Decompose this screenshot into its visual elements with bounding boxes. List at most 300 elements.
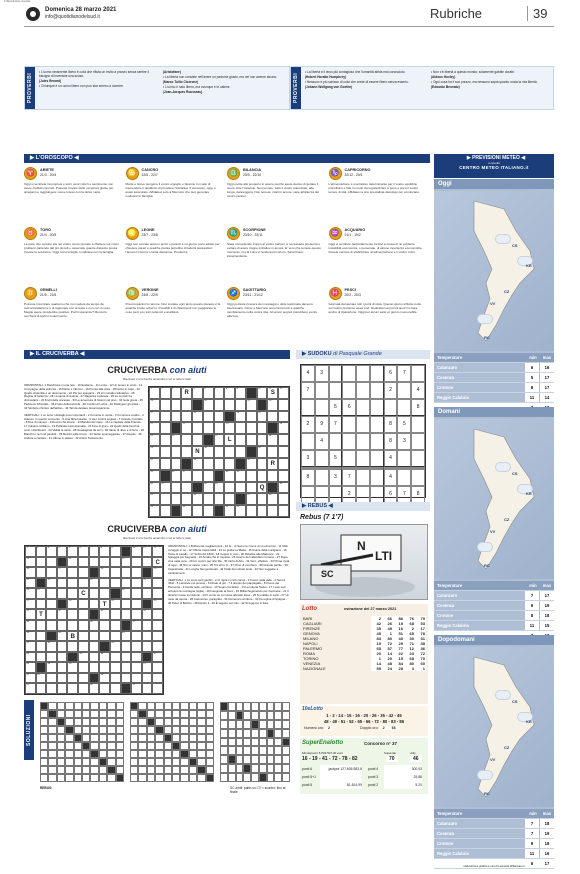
crossword-cell[interactable] [278, 411, 289, 426]
crossword-cell[interactable] [110, 631, 121, 645]
crossword-cell[interactable] [203, 470, 214, 482]
crossword-cell[interactable] [160, 493, 171, 505]
crossword-cell[interactable] [131, 641, 142, 652]
sudoku-cell[interactable]: 5 [397, 416, 411, 433]
crossword-cell[interactable] [131, 588, 142, 599]
sudoku-cell[interactable] [342, 433, 356, 450]
crossword-cell[interactable] [57, 588, 68, 599]
crossword-cell[interactable] [78, 631, 89, 642]
sudoku-cell[interactable]: 6 [384, 486, 398, 503]
crossword-cell[interactable] [160, 482, 171, 494]
crossword-cell[interactable] [78, 652, 89, 663]
crossword-cell[interactable] [246, 434, 257, 446]
sudoku-cell[interactable] [301, 486, 315, 503]
crossword-cell[interactable] [224, 434, 235, 446]
crossword-cell[interactable] [267, 458, 278, 470]
sudoku-cell[interactable] [356, 416, 370, 433]
crossword-cell[interactable] [267, 493, 278, 505]
crossword-cell[interactable] [160, 387, 174, 399]
crossword-cell[interactable] [235, 482, 246, 494]
crossword-cell[interactable] [25, 641, 36, 652]
crossword-cell[interactable] [78, 599, 89, 610]
crossword-cell[interactable] [89, 620, 100, 631]
crossword-cell[interactable] [89, 683, 100, 694]
crossword-cell[interactable] [78, 609, 89, 620]
crossword-cell[interactable] [36, 620, 47, 631]
crossword-cell[interactable] [121, 599, 132, 610]
crossword-cell[interactable] [246, 505, 257, 517]
sudoku-cell[interactable] [356, 399, 370, 416]
crossword-cell[interactable] [78, 683, 89, 694]
sudoku-cell[interactable]: 4 [411, 382, 425, 399]
crossword-cell[interactable] [25, 673, 36, 687]
crossword-cell[interactable] [142, 673, 153, 684]
crossword-cell[interactable] [181, 505, 192, 517]
crossword-cell[interactable] [89, 662, 100, 673]
sudoku-cell[interactable] [411, 469, 425, 486]
crossword-cell[interactable] [78, 546, 92, 557]
crossword-cell[interactable] [203, 458, 214, 470]
crossword-cell[interactable] [246, 482, 257, 497]
crossword-cell[interactable] [224, 482, 235, 494]
crossword-cell[interactable] [235, 411, 246, 423]
crossword-cell[interactable] [149, 493, 160, 505]
crossword-cell[interactable] [89, 578, 100, 589]
sudoku-cell[interactable] [315, 450, 329, 467]
crossword-cell[interactable] [149, 470, 160, 482]
crossword-cell[interactable] [203, 411, 214, 423]
crossword-cell[interactable] [46, 652, 57, 666]
sudoku-cell[interactable]: 3 [329, 469, 343, 486]
crossword-cell[interactable] [246, 493, 257, 505]
crossword-cell[interactable] [131, 599, 142, 610]
crossword-cell[interactable] [152, 652, 163, 663]
crossword-cell[interactable] [67, 599, 78, 610]
crossword-cell[interactable] [278, 422, 289, 434]
sudoku-cell[interactable] [301, 399, 315, 416]
crossword-cell[interactable] [131, 620, 142, 631]
crossword-cell[interactable] [121, 641, 132, 652]
crossword-cell[interactable] [214, 446, 225, 458]
crossword-cell[interactable] [131, 673, 142, 687]
sudoku-cell[interactable]: 2 [384, 382, 398, 399]
crossword-cell[interactable] [267, 505, 278, 517]
sudoku-cell[interactable]: 5 [329, 399, 343, 416]
sudoku-cell[interactable]: 7 [397, 365, 411, 382]
crossword-cell[interactable] [142, 641, 153, 652]
crossword-cell[interactable] [160, 458, 171, 470]
crossword-cell[interactable] [203, 446, 214, 458]
crossword-cell[interactable] [57, 641, 68, 652]
crossword-cell[interactable] [142, 631, 153, 642]
crossword-cell[interactable] [181, 387, 192, 399]
crossword-cell[interactable] [25, 578, 36, 592]
crossword-cell[interactable] [36, 557, 47, 568]
crossword-cell[interactable] [99, 631, 110, 642]
crossword-cell[interactable] [78, 567, 89, 578]
crossword-cell[interactable] [36, 683, 47, 694]
crossword-cell[interactable] [67, 609, 78, 620]
crossword-cell[interactable] [214, 411, 225, 423]
crossword-cell[interactable] [235, 422, 246, 434]
crossword-cell[interactable] [267, 387, 278, 399]
crossword-cell[interactable] [110, 546, 121, 557]
crossword-cell[interactable] [142, 588, 153, 599]
crossword-cell[interactable] [246, 399, 257, 411]
crossword-cell[interactable] [235, 505, 246, 517]
sudoku-cell[interactable] [397, 382, 411, 399]
crossword-cell[interactable] [121, 557, 132, 568]
crossword-cell[interactable] [192, 422, 203, 434]
crossword-cell[interactable] [160, 434, 171, 446]
crossword-cell[interactable] [171, 387, 185, 399]
crossword-cell[interactable] [214, 387, 228, 399]
crossword-cell[interactable] [267, 411, 278, 423]
crossword-cell[interactable] [278, 446, 289, 458]
crossword-cell[interactable] [152, 588, 163, 599]
crossword-cell[interactable] [110, 641, 121, 652]
crossword-cell[interactable] [181, 434, 192, 446]
crossword-cell[interactable] [57, 673, 68, 684]
sudoku-cell[interactable] [370, 416, 384, 433]
sudoku-cell[interactable]: 9 [315, 416, 329, 433]
sudoku-grid[interactable] [300, 364, 426, 498]
crossword-cell[interactable] [25, 620, 36, 631]
crossword-cell[interactable] [57, 631, 68, 642]
crossword-cell[interactable] [152, 567, 163, 578]
crossword-cell[interactable] [171, 411, 182, 423]
crossword-cell[interactable] [142, 683, 153, 694]
crossword-cell[interactable] [152, 557, 163, 571]
sudoku-cell[interactable] [315, 486, 329, 503]
sudoku-cell[interactable]: 2 [342, 486, 356, 503]
crossword-cell[interactable] [67, 641, 78, 652]
crossword-cell[interactable] [142, 546, 153, 557]
sudoku-cell[interactable]: 2 [301, 416, 315, 433]
crossword-cell[interactable] [192, 446, 203, 458]
crossword-cell[interactable] [224, 446, 235, 458]
crossword-cell[interactable] [67, 683, 78, 694]
crossword-cell[interactable] [171, 470, 182, 482]
crossword-cell[interactable] [121, 609, 132, 620]
crossword-cell[interactable] [78, 557, 89, 568]
crossword-1-grid[interactable] [148, 386, 290, 518]
crossword-cell[interactable] [25, 609, 36, 620]
crossword-cell[interactable] [171, 399, 182, 411]
crossword-cell[interactable] [152, 631, 163, 642]
crossword-cell[interactable] [25, 631, 36, 645]
sudoku-cell[interactable]: 4 [301, 365, 315, 382]
sudoku-cell[interactable] [342, 365, 356, 382]
sudoku-cell[interactable] [384, 399, 398, 416]
crossword-cell[interactable] [181, 422, 192, 434]
crossword-cell[interactable] [46, 578, 57, 589]
crossword-cell[interactable] [121, 588, 132, 599]
crossword-cell[interactable] [160, 422, 171, 434]
crossword-cell[interactable] [192, 493, 203, 505]
sudoku-cell[interactable]: 4 [384, 450, 398, 467]
sudoku-cell[interactable] [329, 486, 343, 503]
crossword-cell[interactable] [224, 387, 235, 399]
crossword-cell[interactable] [99, 662, 110, 673]
sudoku-cell[interactable] [356, 365, 370, 382]
crossword-cell[interactable] [214, 493, 225, 505]
crossword-cell[interactable] [171, 482, 182, 494]
sudoku-cell[interactable]: 3 [301, 450, 315, 467]
crossword-cell[interactable] [110, 578, 121, 589]
crossword-cell[interactable] [25, 683, 36, 694]
crossword-cell[interactable] [149, 422, 160, 434]
crossword-cell[interactable] [57, 662, 68, 673]
crossword-cell[interactable] [267, 470, 278, 482]
crossword-cell[interactable] [181, 482, 192, 494]
crossword-cell[interactable] [171, 446, 182, 458]
crossword-cell[interactable] [36, 599, 47, 610]
crossword-cell[interactable] [142, 662, 153, 673]
sudoku-cell[interactable]: 6 [384, 365, 398, 382]
crossword-cell[interactable] [121, 673, 132, 684]
crossword-2-grid[interactable] [24, 545, 164, 695]
crossword-cell[interactable] [181, 493, 192, 505]
crossword-cell[interactable] [224, 422, 235, 434]
crossword-cell[interactable] [142, 620, 153, 631]
crossword-cell[interactable] [203, 482, 214, 494]
crossword-cell[interactable] [121, 631, 132, 642]
crossword-cell[interactable] [46, 683, 57, 694]
crossword-cell[interactable] [192, 505, 203, 517]
crossword-cell[interactable] [278, 493, 289, 505]
sudoku-cell[interactable] [329, 382, 343, 399]
crossword-cell[interactable] [214, 458, 225, 470]
crossword-cell[interactable] [181, 446, 192, 458]
sudoku-cell[interactable] [397, 469, 411, 486]
crossword-cell[interactable] [46, 557, 57, 568]
crossword-cell[interactable] [203, 399, 214, 411]
crossword-cell[interactable] [267, 434, 278, 446]
crossword-cell[interactable] [89, 641, 100, 652]
crossword-cell[interactable] [203, 387, 217, 399]
crossword-cell[interactable] [214, 399, 225, 411]
crossword-cell[interactable] [46, 599, 57, 610]
crossword-cell[interactable] [99, 557, 110, 571]
sudoku-cell[interactable] [397, 450, 411, 467]
crossword-cell[interactable] [142, 578, 153, 589]
crossword-cell[interactable] [46, 662, 57, 673]
crossword-cell[interactable] [25, 652, 36, 666]
crossword-cell[interactable] [235, 470, 246, 482]
crossword-cell[interactable] [36, 652, 47, 663]
sudoku-cell[interactable]: 6 [342, 399, 356, 416]
crossword-cell[interactable] [36, 567, 47, 578]
crossword-cell[interactable] [224, 470, 235, 482]
sudoku-cell[interactable]: 4 [315, 433, 329, 450]
crossword-cell[interactable] [110, 673, 121, 684]
sudoku-cell[interactable] [342, 416, 356, 433]
crossword-cell[interactable] [278, 458, 289, 470]
crossword-cell[interactable] [131, 683, 142, 694]
crossword-cell[interactable] [89, 631, 100, 642]
crossword-cell[interactable] [257, 446, 268, 458]
crossword-cell[interactable] [152, 683, 163, 694]
crossword-cell[interactable] [89, 546, 103, 557]
crossword-cell[interactable] [278, 470, 289, 482]
crossword-cell[interactable] [214, 434, 225, 446]
crossword-cell[interactable] [110, 683, 121, 694]
crossword-cell[interactable] [131, 546, 142, 557]
crossword-cell[interactable] [89, 588, 100, 599]
crossword-cell[interactable] [181, 399, 192, 411]
crossword-cell[interactable] [235, 399, 246, 411]
crossword-cell[interactable] [89, 599, 100, 610]
sudoku-cell[interactable]: 8 [301, 469, 315, 486]
crossword-cell[interactable] [142, 609, 153, 620]
sudoku-cell[interactable] [370, 382, 384, 399]
sudoku-cell[interactable] [411, 416, 425, 433]
crossword-cell[interactable] [152, 578, 163, 589]
crossword-cell[interactable] [57, 578, 68, 589]
sudoku-cell[interactable] [356, 469, 370, 486]
crossword-cell[interactable] [46, 673, 57, 684]
crossword-cell[interactable] [257, 505, 268, 517]
sudoku-cell[interactable] [411, 365, 425, 382]
crossword-cell[interactable] [67, 546, 78, 557]
crossword-cell[interactable] [142, 557, 153, 568]
crossword-cell[interactable] [57, 620, 68, 631]
crossword-cell[interactable] [36, 673, 47, 684]
sudoku-cell[interactable]: 7 [342, 469, 356, 486]
crossword-cell[interactable] [257, 482, 268, 494]
crossword-cell[interactable] [25, 599, 36, 613]
sudoku-cell[interactable]: 7 [397, 486, 411, 503]
crossword-cell[interactable] [67, 567, 78, 578]
crossword-cell[interactable] [152, 546, 163, 557]
crossword-cell[interactable] [278, 482, 289, 494]
crossword-cell[interactable] [25, 567, 36, 578]
crossword-cell[interactable] [78, 641, 89, 652]
sudoku-cell[interactable] [301, 433, 315, 450]
crossword-cell[interactable] [224, 399, 235, 411]
crossword-cell[interactable] [67, 631, 78, 642]
crossword-cell[interactable] [67, 662, 78, 673]
crossword-cell[interactable] [67, 673, 78, 684]
crossword-cell[interactable] [192, 411, 203, 423]
crossword-cell[interactable] [257, 387, 268, 399]
crossword-cell[interactable] [152, 609, 163, 620]
crossword-cell[interactable] [99, 578, 110, 589]
sudoku-cell[interactable]: 8 [411, 399, 425, 416]
crossword-cell[interactable] [246, 470, 257, 482]
sudoku-cell[interactable]: 3 [315, 365, 329, 382]
sudoku-cell[interactable] [370, 469, 384, 486]
crossword-cell[interactable] [152, 599, 163, 610]
crossword-cell[interactable] [171, 434, 182, 446]
crossword-cell[interactable] [25, 546, 39, 557]
crossword-cell[interactable] [224, 458, 235, 470]
sudoku-cell[interactable]: 7 [329, 416, 343, 433]
crossword-cell[interactable] [235, 446, 246, 458]
crossword-cell[interactable] [36, 546, 47, 557]
crossword-cell[interactable] [78, 620, 89, 631]
crossword-cell[interactable] [36, 588, 47, 599]
crossword-cell[interactable] [99, 599, 110, 613]
crossword-cell[interactable] [257, 470, 268, 482]
crossword-cell[interactable] [171, 458, 182, 470]
crossword-cell[interactable] [246, 458, 257, 470]
crossword-cell[interactable] [160, 505, 171, 517]
crossword-cell[interactable] [131, 652, 142, 663]
sudoku-cell[interactable] [397, 399, 411, 416]
crossword-cell[interactable] [110, 567, 121, 578]
crossword-cell[interactable] [160, 446, 171, 458]
crossword-cell[interactable] [36, 609, 47, 620]
sudoku-cell[interactable]: 8 [384, 416, 398, 433]
sudoku-cell[interactable]: 5 [329, 450, 343, 467]
sudoku-cell[interactable] [356, 433, 370, 450]
crossword-cell[interactable] [246, 422, 257, 434]
crossword-cell[interactable] [160, 399, 171, 411]
crossword-cell[interactable] [171, 493, 182, 505]
crossword-cell[interactable] [152, 641, 163, 652]
crossword-cell[interactable] [99, 620, 110, 631]
crossword-cell[interactable] [235, 387, 246, 399]
crossword-cell[interactable] [257, 493, 268, 505]
crossword-cell[interactable] [149, 505, 160, 517]
sudoku-cell[interactable] [370, 486, 384, 503]
crossword-cell[interactable] [36, 631, 47, 642]
sudoku-cell[interactable] [370, 399, 384, 416]
crossword-cell[interactable] [67, 578, 78, 589]
crossword-cell[interactable] [203, 422, 214, 434]
sudoku-cell[interactable] [411, 450, 425, 467]
crossword-cell[interactable] [149, 411, 160, 426]
sudoku-cell[interactable] [342, 450, 356, 467]
crossword-cell[interactable] [57, 546, 71, 557]
crossword-cell[interactable] [57, 652, 68, 663]
sudoku-cell[interactable] [356, 486, 370, 503]
sudoku-cell[interactable] [356, 382, 370, 399]
crossword-cell[interactable] [152, 662, 163, 673]
crossword-cell[interactable] [57, 609, 68, 620]
crossword-cell[interactable] [203, 505, 214, 517]
sudoku-cell[interactable] [329, 365, 343, 382]
sudoku-cell[interactable] [315, 382, 329, 399]
crossword-cell[interactable] [110, 599, 121, 610]
crossword-cell[interactable] [89, 557, 100, 568]
crossword-cell[interactable] [78, 662, 89, 673]
crossword-cell[interactable] [46, 641, 57, 652]
crossword-cell[interactable] [121, 578, 132, 592]
crossword-cell[interactable] [110, 652, 121, 663]
sudoku-cell[interactable] [370, 365, 384, 382]
crossword-cell[interactable] [46, 567, 57, 578]
crossword-cell[interactable] [257, 411, 268, 423]
crossword-cell[interactable] [257, 434, 268, 446]
crossword-cell[interactable] [257, 458, 268, 470]
sudoku-cell[interactable] [315, 399, 329, 416]
sudoku-cell[interactable] [315, 469, 329, 486]
crossword-cell[interactable] [25, 557, 36, 571]
sudoku-cell[interactable]: 4 [384, 469, 398, 486]
crossword-cell[interactable] [99, 683, 110, 694]
crossword-cell[interactable] [152, 673, 163, 684]
crossword-cell[interactable] [149, 446, 160, 458]
crossword-cell[interactable] [131, 578, 142, 589]
sudoku-cell[interactable] [329, 433, 343, 450]
crossword-cell[interactable] [67, 588, 78, 599]
crossword-cell[interactable] [46, 588, 57, 599]
crossword-cell[interactable] [192, 434, 203, 446]
sudoku-cell[interactable] [356, 450, 370, 467]
